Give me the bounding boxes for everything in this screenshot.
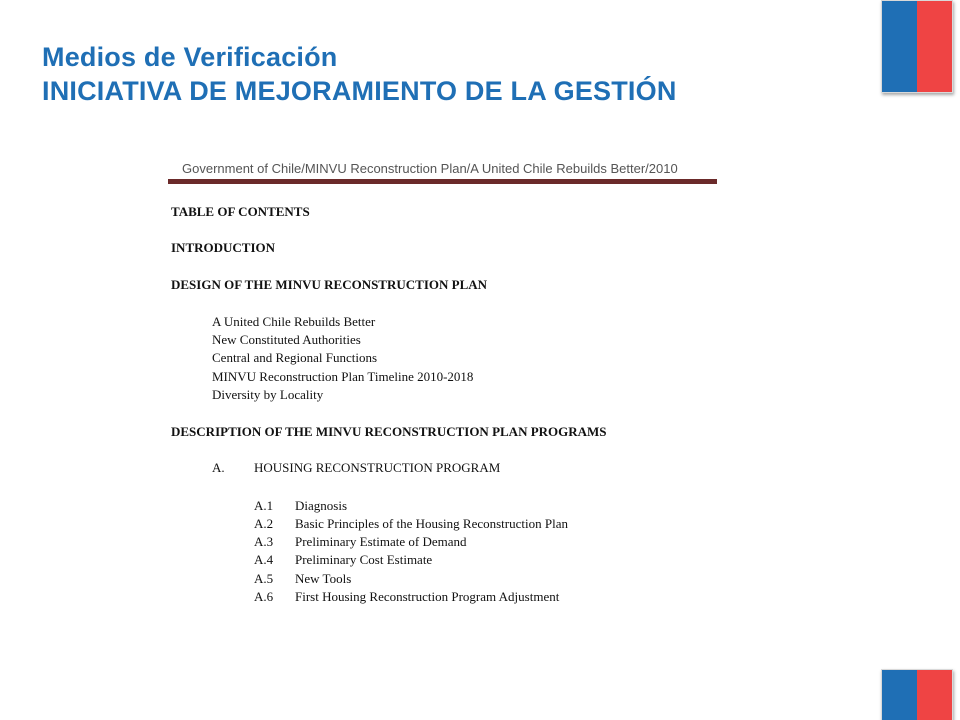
toc-design-item: New Constituted Authorities	[212, 332, 361, 347]
slide-title-line-2: INICIATIVA DE MEJORAMIENTO DE LA GESTIÓN	[42, 76, 677, 106]
toc-program-item-number: A.1	[254, 498, 274, 513]
toc-program-item-label: Preliminary Cost Estimate	[295, 552, 433, 567]
toc-program-item-label: First Housing Reconstruction Program Adjustment	[295, 589, 560, 604]
toc-program-item-number: A.4	[254, 552, 274, 567]
toc-design-item: Central and Regional Functions	[212, 350, 378, 365]
flag-red-stripe	[917, 1, 952, 92]
toc-introduction: INTRODUCTION	[171, 240, 276, 255]
slide-title-line-1: Medios de Verificación	[42, 42, 338, 72]
toc-program-item-label: New Tools	[295, 571, 352, 586]
chile-flag-decoration-top	[881, 0, 953, 93]
toc-program-item-number: A.6	[254, 589, 274, 604]
toc-heading: TABLE OF CONTENTS	[171, 204, 310, 219]
toc-design-item: MINVU Reconstruction Plan Timeline 2010-2018	[212, 369, 474, 384]
toc-design-heading: DESIGN OF THE MINVU RECONSTRUCTION PLAN	[171, 277, 488, 292]
toc-design-item: A United Chile Rebuilds Better	[212, 314, 376, 329]
document-header: Government of Chile/MINVU Reconstruction Plan/A United Chile Rebuilds Better/2010	[182, 161, 678, 176]
toc-program-item-label: Diagnosis	[295, 498, 347, 513]
toc-program-item-label: Preliminary Estimate of Demand	[295, 534, 467, 549]
toc-program-item-number: A.2	[254, 516, 274, 531]
toc-program-item-number: A.3	[254, 534, 274, 549]
flag-blue-stripe	[882, 670, 917, 720]
toc-program-title: HOUSING RECONSTRUCTION PROGRAM	[254, 460, 501, 475]
chile-flag-decoration-bottom	[881, 669, 953, 720]
toc-program-item-number: A.5	[254, 571, 274, 586]
toc-design-item: Diversity by Locality	[212, 387, 324, 402]
flag-red-stripe	[917, 670, 952, 720]
flag-blue-stripe	[882, 1, 917, 92]
document-excerpt	[168, 160, 728, 620]
toc-program-item-label: Basic Principles of the Housing Reconstruction Plan	[295, 516, 568, 531]
toc-description-heading: DESCRIPTION OF THE MINVU RECONSTRUCTION PLAN PROGRAMS	[171, 424, 607, 439]
slide-title	[42, 40, 677, 108]
document-header-rule	[168, 179, 717, 184]
toc-program-letter: A.	[212, 460, 225, 475]
